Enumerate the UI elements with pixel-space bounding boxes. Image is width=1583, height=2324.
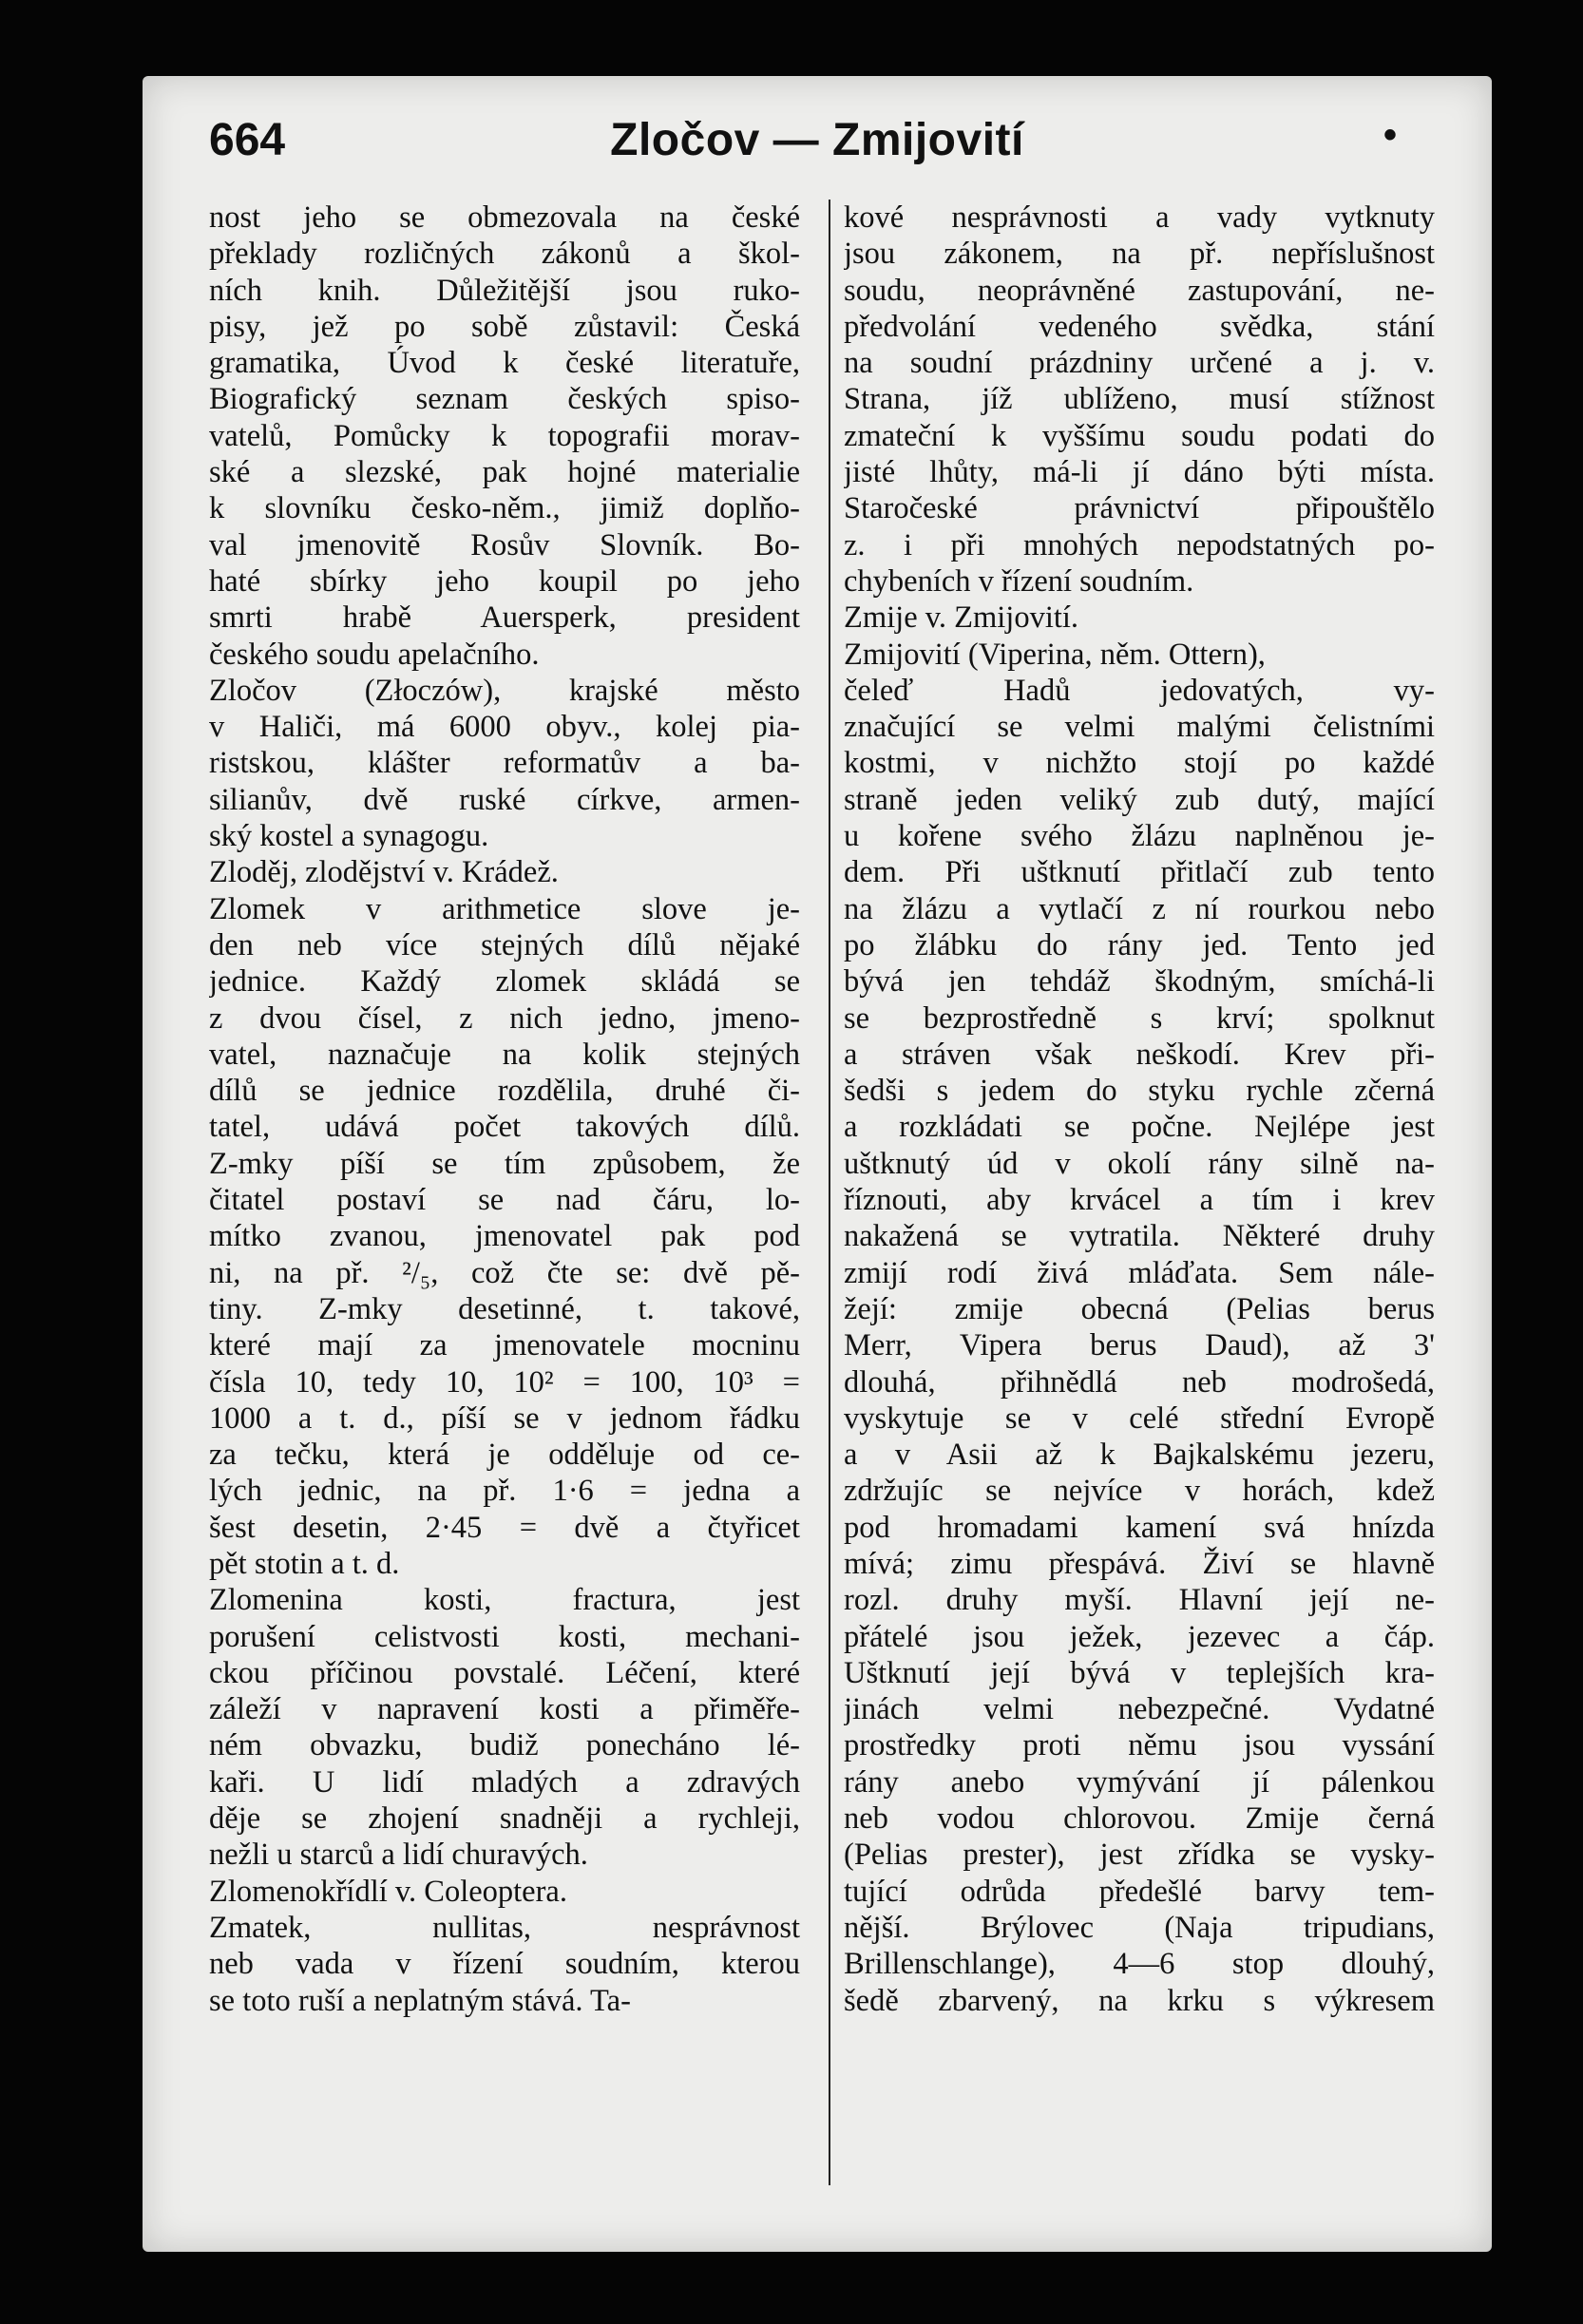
text-line: na soudní prázdniny určené a j. v.	[844, 346, 1435, 381]
text-line: ské a slezské, pak hojné materialie	[209, 455, 800, 490]
text-line: val jmenovitě Rosův Slovník. Bo-	[209, 527, 800, 562]
book-page	[143, 76, 1492, 2252]
text-line: českého soudu apelačního.	[209, 637, 540, 672]
text-line: na žlázu a vytlačí z ní rourkou nebo	[844, 891, 1435, 926]
text-line: zmijí rodí živá mláďata. Sem nále-	[844, 1255, 1435, 1290]
text-line: nežli u starců a lidí churavých.	[209, 1838, 588, 1873]
text-line: neb vodou chlorovou. Zmije černá	[844, 1801, 1435, 1837]
right-column	[829, 200, 1435, 2185]
text-line: z. i při mnohých nepodstatných po-	[844, 527, 1435, 562]
text-line: Zmije v. Zmijovití.	[844, 600, 1079, 636]
text-line: vatel, naznačuje na kolik stejných	[209, 1037, 800, 1072]
text-line: jisté lhůty, má-li jí dáno býti místa.	[844, 455, 1435, 490]
text-line: lých jednic, na př. 1·6 = jedna a	[209, 1474, 800, 1509]
text-line: Zlomenokřídlí v. Coleoptera.	[209, 1874, 567, 1909]
text-line: Brillenschlange), 4—6 stop dlouhý,	[844, 1947, 1435, 1982]
text-line: a rozkládati se počne. Nejlépe jest	[844, 1110, 1435, 1145]
running-title: Zločov — Zmijovití	[610, 115, 1024, 165]
text-line: z dvou čísel, z nich jedno, jmeno-	[209, 1000, 800, 1036]
text-line: silianův, dvě ruské církve, armen-	[209, 782, 800, 817]
text-line: ni, na př. ²/₅, což čte se: dvě pě-	[209, 1255, 800, 1290]
text-line: Strana, jíž ublíženo, musí stížnost	[844, 382, 1435, 417]
text-line: nost jeho se obmezovala na české	[209, 200, 800, 235]
text-line: vatelů, Pomůcky k topografii morav-	[209, 418, 800, 453]
text-line: čeleď Hadů jedovatých, vy-	[844, 673, 1435, 708]
text-line: čitatel postaví se nad čáru, lo-	[209, 1183, 800, 1218]
text-line: předvolání vedeného svědka, stání	[844, 309, 1435, 344]
text-line: k slovníku česko-něm., jimiž doplňo-	[209, 491, 800, 526]
text-line: (Pelias prester), jest zřídka se vysky-	[844, 1838, 1435, 1873]
text-line: soudu, neoprávněné zastupování, ne-	[844, 273, 1435, 308]
left-column	[209, 200, 800, 2185]
text-line: vyskytuje se v celé střední Evropě	[844, 1400, 1435, 1436]
text-line: rozl. druhy myší. Hlavní její ne-	[844, 1583, 1435, 1618]
text-line: porušení celistvosti kosti, mechani-	[209, 1619, 800, 1654]
text-line: žejí: zmije obecná (Pelias berus	[844, 1291, 1435, 1326]
text-line: mítko zvanou, jmenovatel pak pod	[209, 1219, 800, 1254]
text-line: haté sbírky jeho koupil po jeho	[209, 563, 800, 599]
text-line: Z-mky píší se tím způsobem, že	[209, 1146, 800, 1181]
text-line: jinách velmi nebezpečné. Vydatné	[844, 1692, 1435, 1727]
text-line: jednice. Každý zlomek skládá se	[209, 964, 800, 1000]
text-line: pod hromadami kamení svá hnízda	[844, 1510, 1435, 1545]
text-line: za tečku, která je odděluje od ce-	[209, 1438, 800, 1473]
text-line: rány anebo vymývání jí pálenkou	[844, 1764, 1435, 1800]
text-line: ném obvazku, budiž ponecháno lé-	[209, 1728, 800, 1763]
text-line: ristskou, klášter reformatův a ba-	[209, 746, 800, 781]
text-line: šedši s jedem do styku rychle zčerná	[844, 1074, 1435, 1109]
text-line: šest desetin, 2·45 = dvě a čtyřicet	[209, 1510, 800, 1545]
text-line: ckou příčinou povstalé. Léčení, které	[209, 1655, 800, 1690]
text-line: dílů se jednice rozdělila, druhé či-	[209, 1074, 800, 1109]
text-line: po žlábku do rány jed. Tento jed	[844, 927, 1435, 962]
text-line: kostmi, v nichžto stojí po každé	[844, 746, 1435, 781]
text-line: Staročeské právnictví připouštělo	[844, 491, 1435, 526]
page-number: 664	[209, 115, 286, 165]
text-line: tiny. Z-mky desetinné, t. takové,	[209, 1291, 800, 1326]
text-line: Zlomenina kosti, fractura, jest	[209, 1583, 800, 1618]
text-line: se toto ruší a neplatným stává. Ta-	[209, 1983, 631, 2018]
text-line: jsou zákonem, na př. nepříslušnost	[844, 237, 1435, 272]
text-line: u kořene svého žlázu naplněnou je-	[844, 819, 1435, 854]
text-line: neb vada v řízení soudním, kterou	[209, 1947, 800, 1982]
text-line: Uštknutí její bývá v teplejších kra-	[844, 1655, 1435, 1690]
text-line: dlouhá, přihnědlá neb modrošedá,	[844, 1364, 1435, 1400]
text-line: smrti hrabě Auersperk, president	[209, 600, 800, 636]
text-line: pět stotin a t. d.	[209, 1546, 400, 1581]
text-line: Zmijovití (Viperina, něm. Ottern),	[844, 637, 1266, 672]
text-line: šedě zbarvený, na krku s výkresem	[844, 1983, 1435, 2018]
text-line: které mají za jmenovatele mocninu	[209, 1328, 800, 1363]
text-line: děje se zhojení snadněji a rychleji,	[209, 1801, 800, 1837]
text-line: Zlomek v arithmetice slove je-	[209, 891, 800, 926]
text-line: v Haliči, má 6000 obyv., kolej pia-	[209, 710, 800, 745]
text-line: prostředky proti němu jsou vyssání	[844, 1728, 1435, 1763]
text-line: mívá; zimu přespává. Živí se hlavně	[844, 1546, 1435, 1581]
text-line: a stráven však neškodí. Krev při-	[844, 1037, 1435, 1072]
text-line: se bezprostředně s krví; spolknut	[844, 1000, 1435, 1036]
text-line: překlady rozličných zákonů a škol-	[209, 237, 800, 272]
text-line: a v Asii až k Bajkalskému jezeru,	[844, 1438, 1435, 1473]
text-line: gramatika, Úvod k české literatuře,	[209, 346, 800, 381]
text-line: přátelé jsou ježek, jezevec a čáp.	[844, 1619, 1435, 1654]
text-line: 1000 a t. d., píší se v jednom řádku	[209, 1400, 800, 1436]
text-line: značující se velmi malými čelistními	[844, 710, 1435, 745]
text-line: straně jeden veliký zub dutý, mající	[844, 782, 1435, 817]
text-line: tující odrůda předešlé barvy tem-	[844, 1874, 1435, 1909]
text-line: Merr, Vipera berus Daud), až 3'	[844, 1328, 1435, 1363]
text-line: zdržujíc se nejvíce v horách, kdež	[844, 1474, 1435, 1509]
text-line: pisy, jež po sobě zůstavil: Česká	[209, 309, 800, 344]
text-line: chybeních v řízení soudním.	[844, 563, 1194, 599]
text-line: kové nesprávnosti a vady vytknuty	[844, 200, 1435, 235]
text-line: ních knih. Důležitější jsou ruko-	[209, 273, 800, 308]
header-mark: •	[1383, 114, 1397, 156]
text-line: čísla 10, tedy 10, 10² = 100, 10³ =	[209, 1364, 800, 1400]
text-line: záleží v napravení kosti a přiměře-	[209, 1692, 800, 1727]
text-line: Biografický seznam českých spiso-	[209, 382, 800, 417]
text-line: nakažená se vytratila. Některé druhy	[844, 1219, 1435, 1254]
text-line: Zmatek, nullitas, nesprávnost	[209, 1910, 800, 1945]
text-line: říznouti, aby krvácel a tím i krev	[844, 1183, 1435, 1218]
text-columns	[209, 200, 1435, 2185]
text-line: den neb více stejných dílů nějaké	[209, 927, 800, 962]
page-header	[209, 114, 1425, 181]
text-line: nější. Brýlovec (Naja tripudians,	[844, 1910, 1435, 1945]
text-line: tatel, udává počet takových dílů.	[209, 1110, 800, 1145]
text-line: ský kostel a synagogu.	[209, 819, 489, 854]
text-line: kaři. U lidí mladých a zdravých	[209, 1764, 800, 1800]
text-line: zmateční k vyššímu soudu podati do	[844, 418, 1435, 453]
text-line: dem. Při uštknutí přitlačí zub tento	[844, 855, 1435, 890]
text-line: uštknutý úd v okolí rány silně na-	[844, 1146, 1435, 1181]
text-line: bývá jen tehdáž škodným, smíchá-li	[844, 964, 1435, 1000]
text-line: Zloděj, zlodějství v. Krádež.	[209, 855, 559, 890]
text-line: Zločov (Złoczów), krajské město	[209, 673, 800, 708]
